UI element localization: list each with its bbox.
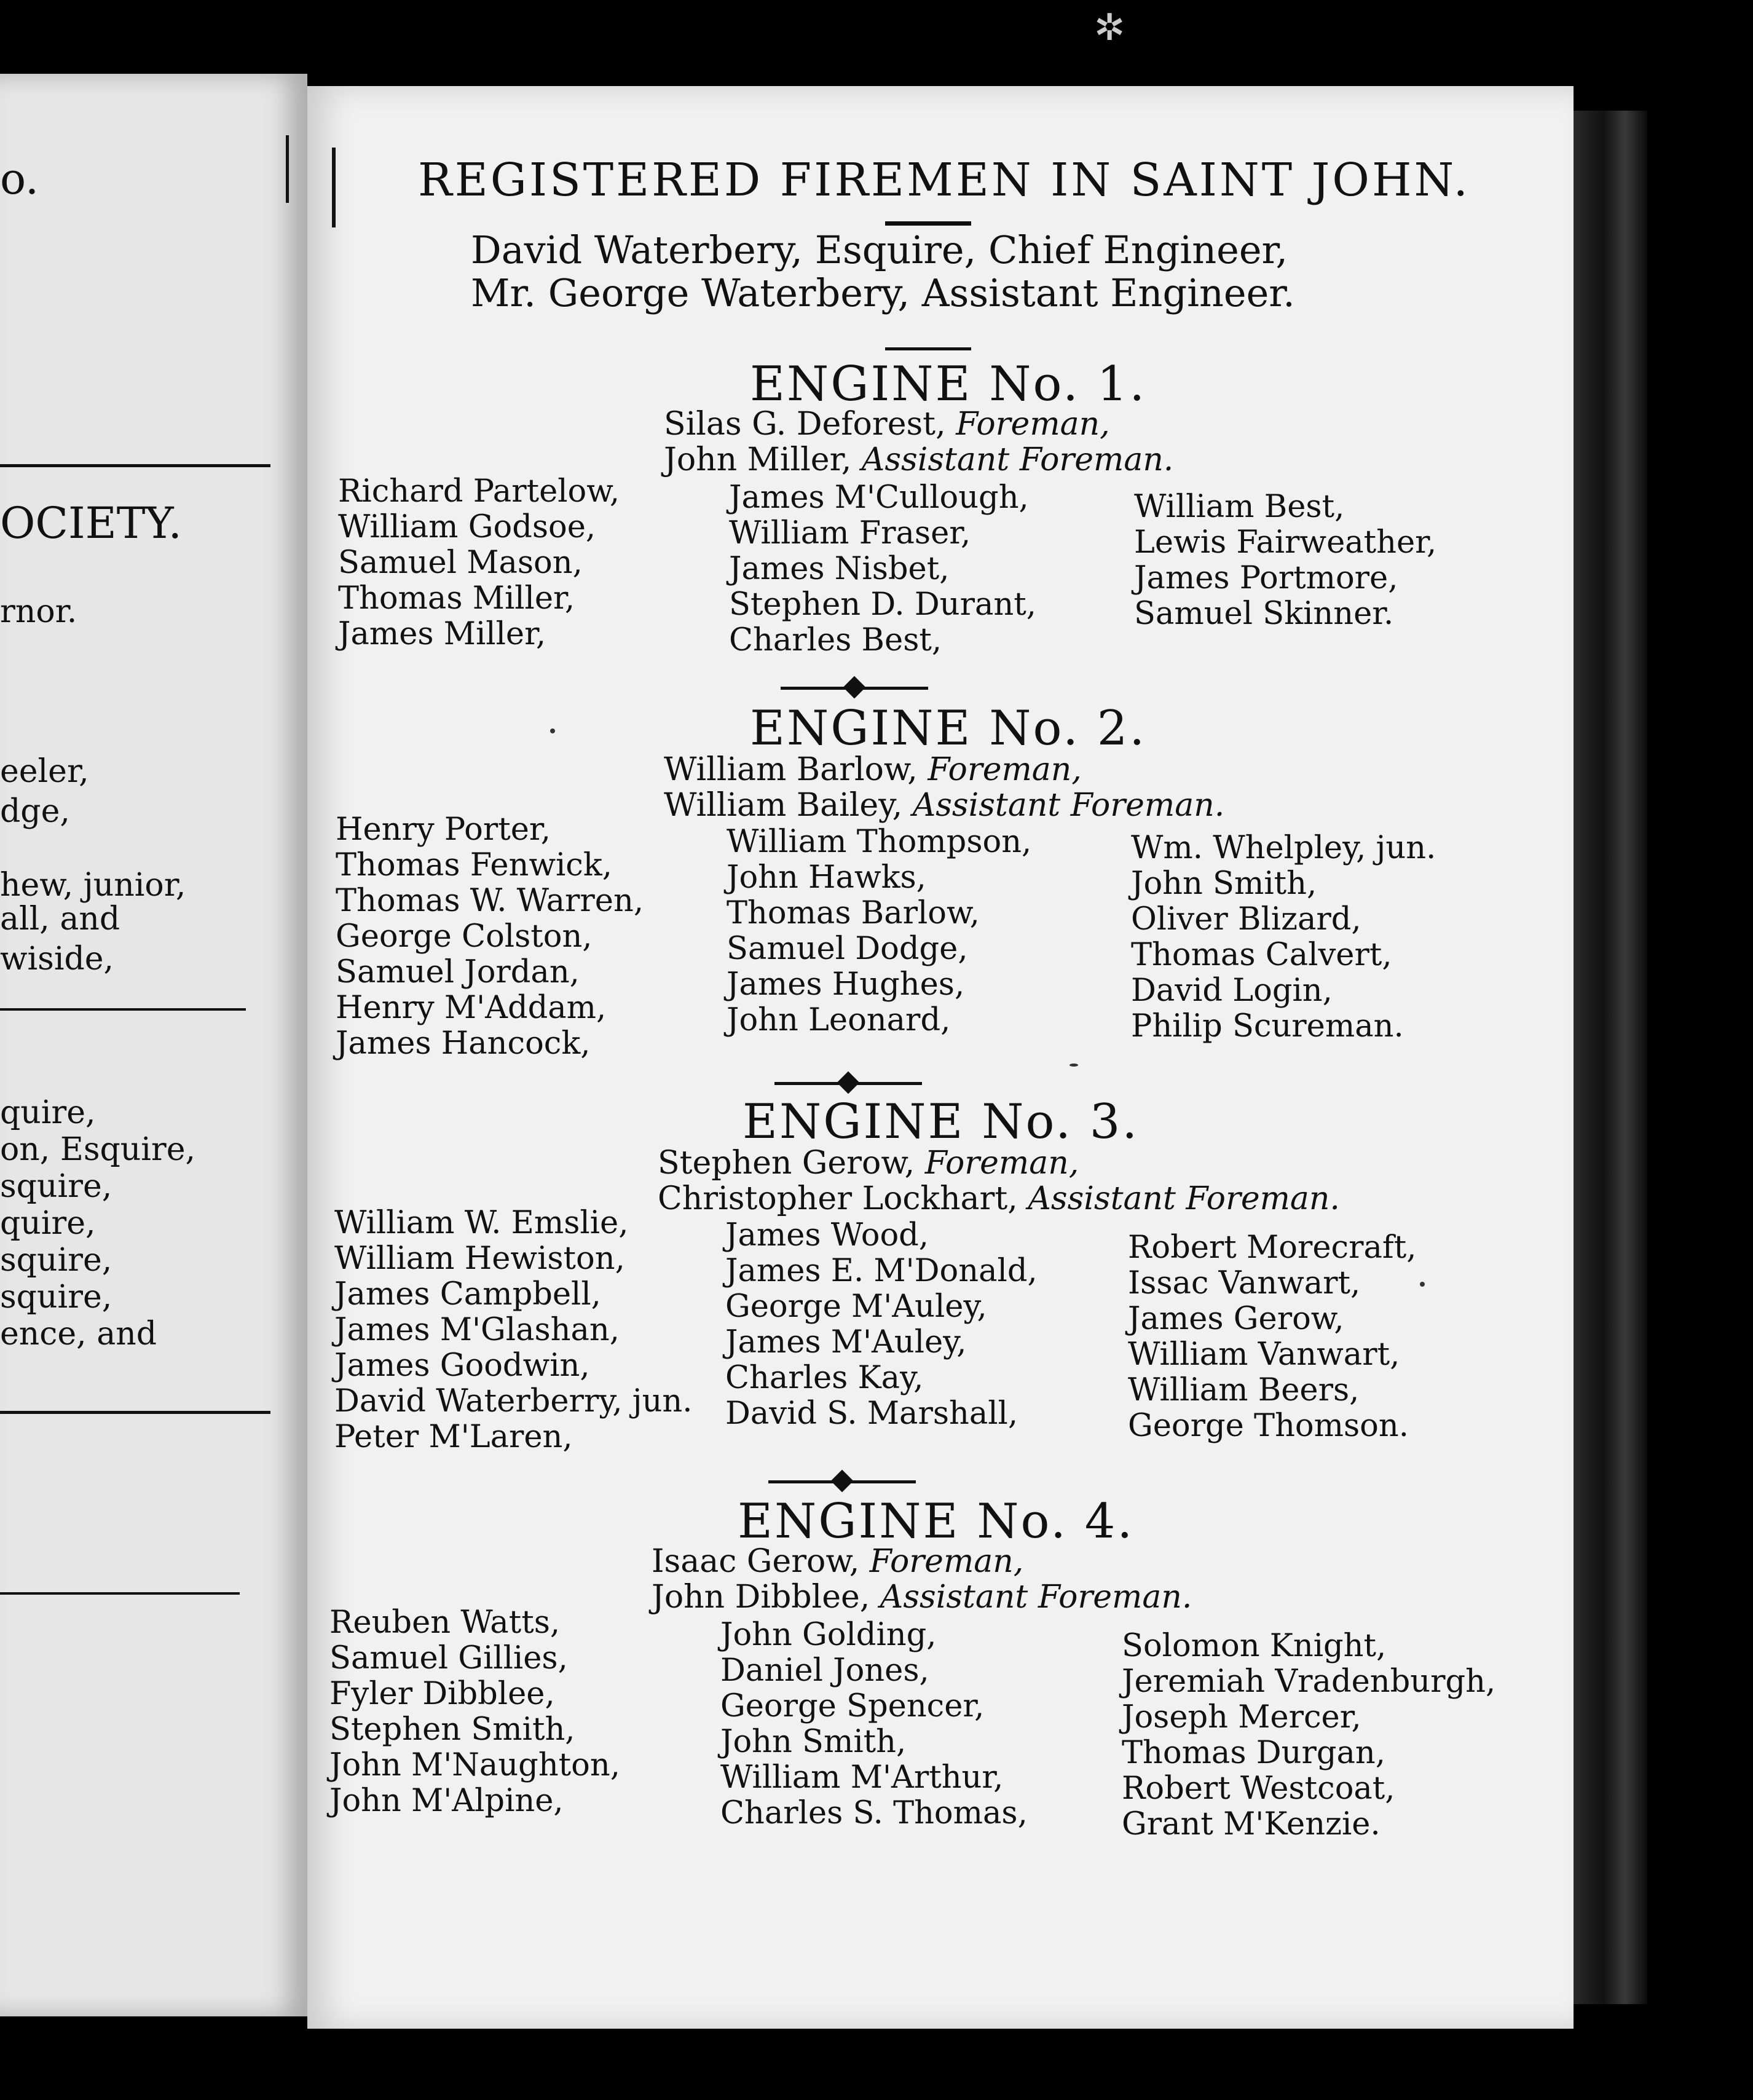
member-name: Thomas Calvert, [1131, 937, 1392, 973]
left-page-text: squire, [0, 1168, 112, 1205]
member-name: Samuel Skinner. [1134, 596, 1394, 632]
assistant-foreman-title: Assistant Foreman. [912, 787, 1225, 824]
left-page-text: quire, [0, 1094, 96, 1131]
assistant-foreman-line [664, 441, 1173, 478]
member-name: George Colston, [336, 918, 593, 955]
member-name: James E. M'Donald, [725, 1253, 1038, 1289]
member-name: Daniel Jones, [720, 1652, 929, 1689]
member-name: George Thomson. [1128, 1408, 1409, 1444]
assistant-foreman-title: Assistant Foreman. [861, 441, 1174, 478]
assistant-foreman-line [658, 1180, 1340, 1217]
engine-heading: ENGINE No. 2. [750, 701, 1147, 756]
member-name: Henry M'Addam, [336, 990, 607, 1026]
engine-heading: ENGINE No. 4. [738, 1494, 1135, 1549]
member-name: Samuel Dodge, [727, 931, 968, 967]
member-name: William Best, [1134, 489, 1345, 525]
page-title: REGISTERED FIREMEN IN SAINT JOHN. [418, 154, 1471, 207]
foreman-name: William Barlow, [664, 751, 918, 788]
member-name: William Hewiston, [334, 1241, 625, 1277]
member-name: Stephen Smith, [329, 1711, 575, 1748]
member-name: James Goodwin, [334, 1348, 590, 1384]
left-page-text: squire, [0, 1242, 112, 1279]
section-ornament [781, 687, 928, 690]
title-rule [885, 221, 971, 226]
member-name: John M'Naughton, [329, 1747, 620, 1783]
assistant-foreman-line [664, 787, 1224, 824]
assistant-foreman-name: Christopher Lockhart, [658, 1180, 1018, 1217]
ink-speck [550, 728, 555, 733]
member-name: Peter M'Laren, [334, 1419, 573, 1455]
left-page-fragment [0, 74, 307, 2016]
member-name: James Hancock, [336, 1025, 591, 1062]
main-page [307, 86, 1574, 2029]
member-name: Lewis Fairweather, [1134, 524, 1437, 561]
member-name: John Golding, [720, 1617, 937, 1653]
member-name: John Hawks, [727, 859, 926, 896]
member-name: James Portmore, [1134, 560, 1398, 596]
member-name: Samuel Gillies, [329, 1640, 568, 1676]
left-page-rule [0, 464, 270, 467]
member-name: James M'Glashan, [334, 1312, 620, 1348]
page-speck: ✲ [1094, 6, 1125, 49]
foreman-title: Foreman, [928, 751, 1082, 788]
left-page-text: on, Esquire, [0, 1131, 196, 1168]
foreman-title: Foreman, [956, 406, 1110, 443]
member-name: John M'Alpine, [329, 1783, 564, 1819]
foreman-title: Foreman, [924, 1145, 1079, 1182]
foreman-line [664, 406, 1110, 443]
member-name: Henry Porter, [336, 811, 551, 848]
foreman-line [664, 751, 1082, 788]
member-name: James Nisbet, [729, 551, 950, 587]
member-name: George M'Auley, [725, 1289, 987, 1325]
member-name: Thomas Barlow, [727, 895, 980, 931]
assistant-foreman-name: John Miller, [664, 441, 852, 478]
member-name: Samuel Jordan, [336, 954, 580, 990]
assistant-foreman-name: John Dibblee, [652, 1579, 870, 1616]
member-name: Fyler Dibblee, [329, 1676, 555, 1712]
member-name: Jeremiah Vradenburgh, [1122, 1664, 1496, 1700]
member-name: Philip Scureman. [1131, 1008, 1404, 1044]
ink-speck [1070, 1064, 1078, 1067]
assistant-foreman-name: William Bailey, [664, 787, 903, 824]
member-name: John Smith, [720, 1724, 907, 1760]
left-page-text: ence, and [0, 1316, 157, 1352]
member-name: William Beers, [1128, 1372, 1360, 1408]
ink-speck [1420, 1282, 1425, 1287]
section-ornament [768, 1480, 916, 1483]
member-name: George Spencer, [720, 1688, 985, 1724]
left-page-text: eeler, [0, 753, 89, 790]
page-margin-mark [286, 135, 289, 203]
foreman-name: Silas G. Deforest, [664, 406, 946, 443]
member-name: Grant M'Kenzie. [1122, 1806, 1381, 1842]
member-name: Charles Best, [729, 622, 942, 658]
left-page-rule [0, 1592, 240, 1595]
foreman-title: Foreman, [869, 1543, 1024, 1580]
member-name: John Leonard, [727, 1002, 951, 1038]
officers-rule [885, 347, 971, 350]
member-name: David S. Marshall, [725, 1395, 1018, 1432]
left-page-rule [0, 1411, 270, 1414]
foreman-line [652, 1543, 1023, 1580]
assistant-foreman-title: Assistant Foreman. [1028, 1180, 1340, 1217]
foreman-name: Stephen Gerow, [658, 1145, 915, 1182]
left-page-text: dge, [0, 793, 70, 830]
left-page-text: rnor. [0, 593, 77, 630]
member-name: Robert Westcoat, [1122, 1770, 1395, 1807]
member-name: Robert Morecraft, [1128, 1230, 1417, 1266]
member-name: Joseph Mercer, [1122, 1699, 1361, 1735]
member-name: Thomas Durgan, [1122, 1735, 1385, 1771]
member-name: Thomas Miller, [338, 580, 575, 617]
left-page-text: all, and [0, 901, 120, 938]
engine-heading: ENGINE No. 1. [750, 357, 1147, 412]
member-name: William Fraser, [729, 515, 971, 551]
book-fore-edge [1574, 111, 1647, 2004]
member-name: William Thompson, [727, 824, 1032, 860]
member-name: John Smith, [1131, 866, 1317, 902]
member-name: William M'Arthur, [720, 1759, 1004, 1796]
foreman-name: Isaac Gerow, [652, 1543, 860, 1580]
member-name: Stephen D. Durant, [729, 586, 1036, 623]
page-margin-mark [332, 148, 336, 227]
member-name: James Gerow, [1128, 1301, 1344, 1337]
engine-heading: ENGINE No. 3. [743, 1094, 1140, 1150]
assistant-engineer-line: Mr. George Waterbery, Assistant Engineer. [471, 270, 1295, 315]
member-name: Richard Partelow, [338, 473, 620, 510]
member-name: James Hughes, [727, 966, 965, 1003]
member-name: Charles Kay, [725, 1360, 924, 1396]
member-name: James Campbell, [334, 1276, 601, 1312]
chief-engineer-line: David Waterbery, Esquire, Chief Engineer, [471, 227, 1288, 272]
member-name: William Vanwart, [1128, 1336, 1400, 1373]
member-name: James M'Cullough, [729, 480, 1029, 516]
member-name: Solomon Knight, [1122, 1628, 1387, 1664]
member-name: David Login, [1131, 973, 1333, 1009]
member-name: Charles S. Thomas, [720, 1795, 1028, 1831]
member-name: Reuben Watts, [329, 1605, 561, 1641]
left-page-text: hew, junior, [0, 867, 186, 904]
foreman-line [658, 1145, 1079, 1182]
member-name: James M'Auley, [725, 1324, 967, 1360]
member-name: William Godsoe, [338, 509, 596, 545]
left-page-text: o. [0, 154, 39, 204]
member-name: Thomas Fenwick, [336, 847, 612, 883]
member-name: Thomas W. Warren, [336, 883, 644, 919]
member-name: James Wood, [725, 1217, 929, 1253]
section-ornament [774, 1082, 922, 1085]
member-name: Wm. Whelpley, jun. [1131, 830, 1436, 866]
member-name: Samuel Mason, [338, 545, 583, 581]
member-name: Issac Vanwart, [1128, 1265, 1361, 1301]
left-page-text: quire, [0, 1205, 96, 1242]
member-name: William W. Emslie, [334, 1205, 629, 1241]
assistant-foreman-title: Assistant Foreman. [880, 1579, 1192, 1616]
assistant-foreman-line [652, 1579, 1192, 1616]
left-page-text: squire, [0, 1279, 112, 1316]
member-name: James Miller, [338, 616, 546, 652]
member-name: Oliver Blizard, [1131, 901, 1361, 938]
left-page-text: wiside, [0, 941, 114, 977]
left-page-rule [0, 1008, 246, 1011]
member-name: David Waterberry, jun. [334, 1383, 693, 1419]
left-page-text: OCIETY. [0, 498, 182, 548]
